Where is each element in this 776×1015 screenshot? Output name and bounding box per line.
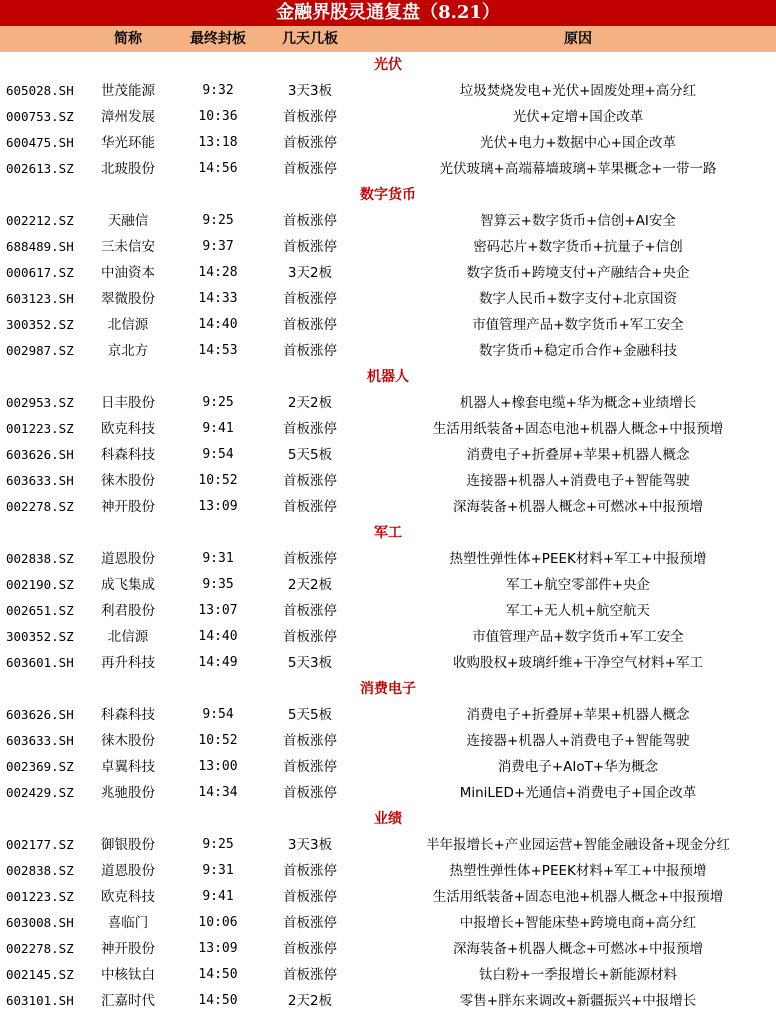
table-row: [0, 156, 776, 182]
table-row: [0, 468, 776, 494]
cell-name: 徕木股份: [101, 733, 155, 749]
cell-reason: 生活用纸装备+固态电池+机器人概念+中报预增: [432, 421, 724, 437]
table-row: [0, 312, 776, 338]
cell-time: 14:53: [198, 343, 238, 358]
cell-name: 北信源: [107, 629, 149, 645]
table-row: [0, 130, 776, 156]
cell-code: 300352.SZ: [6, 629, 74, 644]
cell-name: 日丰股份: [101, 395, 155, 411]
cell-reason: 智算云+数字货币+信创+AI安全: [480, 213, 676, 229]
cell-name: 道恩股份: [101, 551, 155, 567]
section-title: 光伏: [374, 57, 402, 73]
cell-code: 002838.SZ: [6, 863, 74, 878]
cell-reason: 市值管理产品+数字货币+军工安全: [472, 317, 684, 333]
cell-name: 漳州发展: [101, 109, 155, 125]
section-title: 数字货币: [360, 187, 416, 203]
cell-boards: 首板涨停: [283, 889, 337, 905]
table-row: [0, 962, 776, 988]
header-name: 简称: [114, 31, 142, 47]
cell-name: 北玻股份: [101, 161, 155, 177]
cell-name: 世茂能源: [101, 83, 155, 99]
table-row: [0, 260, 776, 286]
cell-code: 002651.SZ: [6, 603, 74, 618]
table-row: [0, 546, 776, 572]
cell-time: 9:41: [202, 421, 234, 436]
cell-boards: 首板涨停: [283, 499, 337, 515]
cell-time: 14:34: [198, 785, 238, 800]
cell-boards: 首板涨停: [283, 863, 337, 879]
page-title: 金融界股灵通复盘（8.21）: [0, 0, 776, 26]
cell-time: 9:31: [202, 551, 234, 566]
cell-boards: 首板涨停: [283, 759, 337, 775]
cell-name: 欧克科技: [101, 421, 155, 437]
cell-time: 14:56: [198, 161, 238, 176]
cell-reason: 市值管理产品+数字货币+军工安全: [472, 629, 684, 645]
table-row: [0, 858, 776, 884]
cell-reason: 消费电子+折叠屏+苹果+机器人概念: [466, 447, 690, 463]
table-row: [0, 442, 776, 468]
cell-code: 603626.SH: [6, 447, 74, 462]
cell-reason: 垃圾焚烧发电+光伏+固废处理+高分红: [459, 83, 697, 99]
header-reason: 原因: [564, 31, 592, 47]
cell-time: 9:41: [202, 889, 234, 904]
cell-name: 北信源: [107, 317, 149, 333]
cell-code: 603626.SH: [6, 707, 74, 722]
cell-name: 成飞集成: [101, 577, 155, 593]
cell-code: 002177.SZ: [6, 837, 74, 852]
cell-code: 603008.SH: [6, 915, 74, 930]
cell-name: 利君股份: [101, 603, 155, 619]
cell-boards: 首板涨停: [283, 941, 337, 957]
cell-code: 603633.SH: [6, 733, 74, 748]
cell-boards: 首板涨停: [283, 161, 337, 177]
cell-reason: MiniLED+光通信+消费电子+国企改革: [459, 785, 697, 801]
cell-time: 13:18: [198, 135, 238, 150]
cell-code: 605028.SH: [6, 83, 74, 98]
section-title: 消费电子: [360, 681, 416, 697]
cell-name: 喜临门: [107, 915, 149, 931]
table-row: [0, 338, 776, 364]
cell-time: 13:09: [198, 941, 238, 956]
table-row: [0, 494, 776, 520]
cell-reason: 光伏+电力+数据中心+国企改革: [480, 135, 676, 151]
cell-code: 001223.SZ: [6, 421, 74, 436]
table-header: [0, 26, 776, 52]
table-row: [0, 702, 776, 728]
cell-boards: 5天3板: [287, 655, 333, 671]
cell-reason: 消费电子+AIoT+华为概念: [497, 759, 659, 775]
cell-time: 14:50: [198, 967, 238, 982]
cell-reason: 深海装备+机器人概念+可燃冰+中报预增: [453, 941, 703, 957]
cell-boards: 首板涨停: [283, 239, 337, 255]
cell-code: 002953.SZ: [6, 395, 74, 410]
cell-code: 002429.SZ: [6, 785, 74, 800]
cell-code: 002190.SZ: [6, 577, 74, 592]
cell-reason: 数字货币+跨境支付+产融结合+央企: [466, 265, 690, 281]
cell-code: 002278.SZ: [6, 499, 74, 514]
cell-reason: 数字人民币+数字支付+北京国资: [478, 291, 678, 307]
cell-time: 10:52: [198, 733, 238, 748]
cell-boards: 首板涨停: [283, 213, 337, 229]
cell-boards: 首板涨停: [283, 291, 337, 307]
cell-boards: 首板涨停: [283, 135, 337, 151]
cell-time: 10:36: [198, 109, 238, 124]
cell-time: 14:40: [198, 317, 238, 332]
cell-code: 002212.SZ: [6, 213, 74, 228]
cell-reason: 军工+无人机+航空航天: [505, 603, 651, 619]
cell-code: 600475.SH: [6, 135, 74, 150]
cell-boards: 首板涨停: [283, 317, 337, 333]
table-row: [0, 78, 776, 104]
cell-boards: 2天2板: [287, 395, 333, 411]
cell-time: 9:31: [202, 863, 234, 878]
cell-name: 神开股份: [101, 941, 155, 957]
cell-reason: 热塑性弹性体+PEEK材料+军工+中报预增: [449, 863, 707, 879]
section-title: 业绩: [374, 811, 402, 827]
cell-reason: 密码芯片+数字货币+抗量子+信创: [473, 239, 683, 255]
cell-code: 000617.SZ: [6, 265, 74, 280]
cell-code: 603101.SH: [6, 993, 74, 1008]
table-row: [0, 598, 776, 624]
cell-reason: 生活用纸装备+固态电池+机器人概念+中报预增: [432, 889, 724, 905]
cell-boards: 首板涨停: [283, 421, 337, 437]
cell-name: 徕木股份: [101, 473, 155, 489]
cell-reason: 热塑性弹性体+PEEK材料+军工+中报预增: [449, 551, 707, 567]
cell-name: 京北方: [107, 343, 149, 359]
table-row: [0, 832, 776, 858]
cell-name: 三未信安: [101, 239, 155, 255]
cell-time: 9:54: [202, 447, 234, 462]
stock-table-body: [0, 52, 776, 1014]
cell-name: 华光环能: [101, 135, 155, 151]
cell-boards: 3天2板: [287, 265, 333, 281]
cell-code: 002278.SZ: [6, 941, 74, 956]
cell-time: 9:37: [202, 239, 234, 254]
cell-boards: 首板涨停: [283, 551, 337, 567]
cell-code: 002838.SZ: [6, 551, 74, 566]
cell-reason: 机器人+橡套电缆+华为概念+业绩增长: [459, 395, 697, 411]
table-row: [0, 650, 776, 676]
table-row: [0, 754, 776, 780]
cell-name: 道恩股份: [101, 863, 155, 879]
cell-boards: 首板涨停: [283, 915, 337, 931]
cell-time: 10:52: [198, 473, 238, 488]
cell-reason: 军工+航空零部件+央企: [505, 577, 651, 593]
header-time: 最终封板: [190, 31, 246, 47]
cell-time: 9:25: [202, 837, 234, 852]
cell-time: 13:00: [198, 759, 238, 774]
cell-reason: 零售+胖东来调改+新疆振兴+中报增长: [459, 993, 697, 1009]
cell-name: 御银股份: [101, 837, 155, 853]
cell-code: 000753.SZ: [6, 109, 74, 124]
table-row: [0, 104, 776, 130]
cell-boards: 5天5板: [287, 707, 333, 723]
table-row: [0, 910, 776, 936]
cell-reason: 收购股权+玻璃纤维+干净空气材料+军工: [453, 655, 703, 671]
cell-name: 科森科技: [101, 707, 155, 723]
table-row: [0, 988, 776, 1014]
cell-reason: 消费电子+折叠屏+苹果+机器人概念: [466, 707, 690, 723]
cell-time: 14:33: [198, 291, 238, 306]
cell-reason: 连接器+机器人+消费电子+智能驾驶: [466, 733, 690, 749]
cell-reason: 连接器+机器人+消费电子+智能驾驶: [466, 473, 690, 489]
table-row: [0, 416, 776, 442]
cell-time: 14:50: [198, 993, 238, 1008]
cell-time: 14:40: [198, 629, 238, 644]
cell-time: 9:25: [202, 395, 234, 410]
cell-reason: 中报增长+智能床垫+跨境电商+高分红: [459, 915, 697, 931]
cell-name: 神开股份: [101, 499, 155, 515]
cell-time: 14:28: [198, 265, 238, 280]
cell-boards: 首板涨停: [283, 603, 337, 619]
cell-time: 14:49: [198, 655, 238, 670]
header-boards: 几天几板: [282, 31, 338, 47]
section-title: 军工: [374, 525, 402, 541]
cell-name: 天融信: [107, 213, 149, 229]
table-row: [0, 390, 776, 416]
cell-time: 9:54: [202, 707, 234, 722]
cell-name: 科森科技: [101, 447, 155, 463]
table-row: [0, 884, 776, 910]
cell-name: 兆驰股份: [101, 785, 155, 801]
cell-time: 9:35: [202, 577, 234, 592]
cell-code: 002987.SZ: [6, 343, 74, 358]
cell-name: 翠微股份: [101, 291, 155, 307]
cell-name: 再升科技: [101, 655, 155, 671]
cell-boards: 首板涨停: [283, 109, 337, 125]
table-row: [0, 234, 776, 260]
cell-name: 汇嘉时代: [101, 993, 155, 1009]
cell-boards: 2天2板: [287, 577, 333, 593]
table-row: [0, 624, 776, 650]
cell-reason: 光伏玻璃+高端幕墙玻璃+苹果概念+一带一路: [439, 161, 717, 177]
section-title: 机器人: [367, 369, 409, 385]
table-row: [0, 572, 776, 598]
cell-boards: 首板涨停: [283, 343, 337, 359]
cell-code: 300352.SZ: [6, 317, 74, 332]
cell-boards: 首板涨停: [283, 473, 337, 489]
cell-reason: 深海装备+机器人概念+可燃冰+中报预增: [453, 499, 703, 515]
cell-boards: 3天3板: [287, 83, 333, 99]
cell-boards: 3天3板: [287, 837, 333, 853]
cell-code: 603601.SH: [6, 655, 74, 670]
table-row: [0, 936, 776, 962]
cell-time: 13:09: [198, 499, 238, 514]
cell-boards: 2天2板: [287, 993, 333, 1009]
cell-time: 9:25: [202, 213, 234, 228]
cell-name: 欧克科技: [101, 889, 155, 905]
cell-reason: 钛白粉+一季报增长+新能源材料: [478, 967, 678, 983]
cell-time: 9:32: [202, 83, 234, 98]
table-row: [0, 208, 776, 234]
cell-boards: 5天5板: [287, 447, 333, 463]
cell-name: 中油资本: [101, 265, 155, 281]
table-row: [0, 728, 776, 754]
cell-reason: 半年报增长+产业园运营+智能金融设备+现金分红: [426, 837, 730, 853]
cell-time: 10:06: [198, 915, 238, 930]
cell-time: 13:07: [198, 603, 238, 618]
cell-reason: 光伏+定增+国企改革: [512, 109, 644, 125]
cell-boards: 首板涨停: [283, 629, 337, 645]
cell-code: 002145.SZ: [6, 967, 74, 982]
cell-code: 001223.SZ: [6, 889, 74, 904]
cell-boards: 首板涨停: [283, 967, 337, 983]
cell-code: 688489.SH: [6, 239, 74, 254]
cell-code: 002613.SZ: [6, 161, 74, 176]
cell-code: 603123.SH: [6, 291, 74, 306]
cell-code: 002369.SZ: [6, 759, 74, 774]
table-row: [0, 286, 776, 312]
cell-name: 卓翼科技: [101, 759, 155, 775]
cell-boards: 首板涨停: [283, 733, 337, 749]
cell-boards: 首板涨停: [283, 785, 337, 801]
cell-reason: 数字货币+稳定币合作+金融科技: [478, 343, 678, 359]
cell-name: 中核钛白: [101, 967, 155, 983]
cell-code: 603633.SH: [6, 473, 74, 488]
table-row: [0, 780, 776, 806]
